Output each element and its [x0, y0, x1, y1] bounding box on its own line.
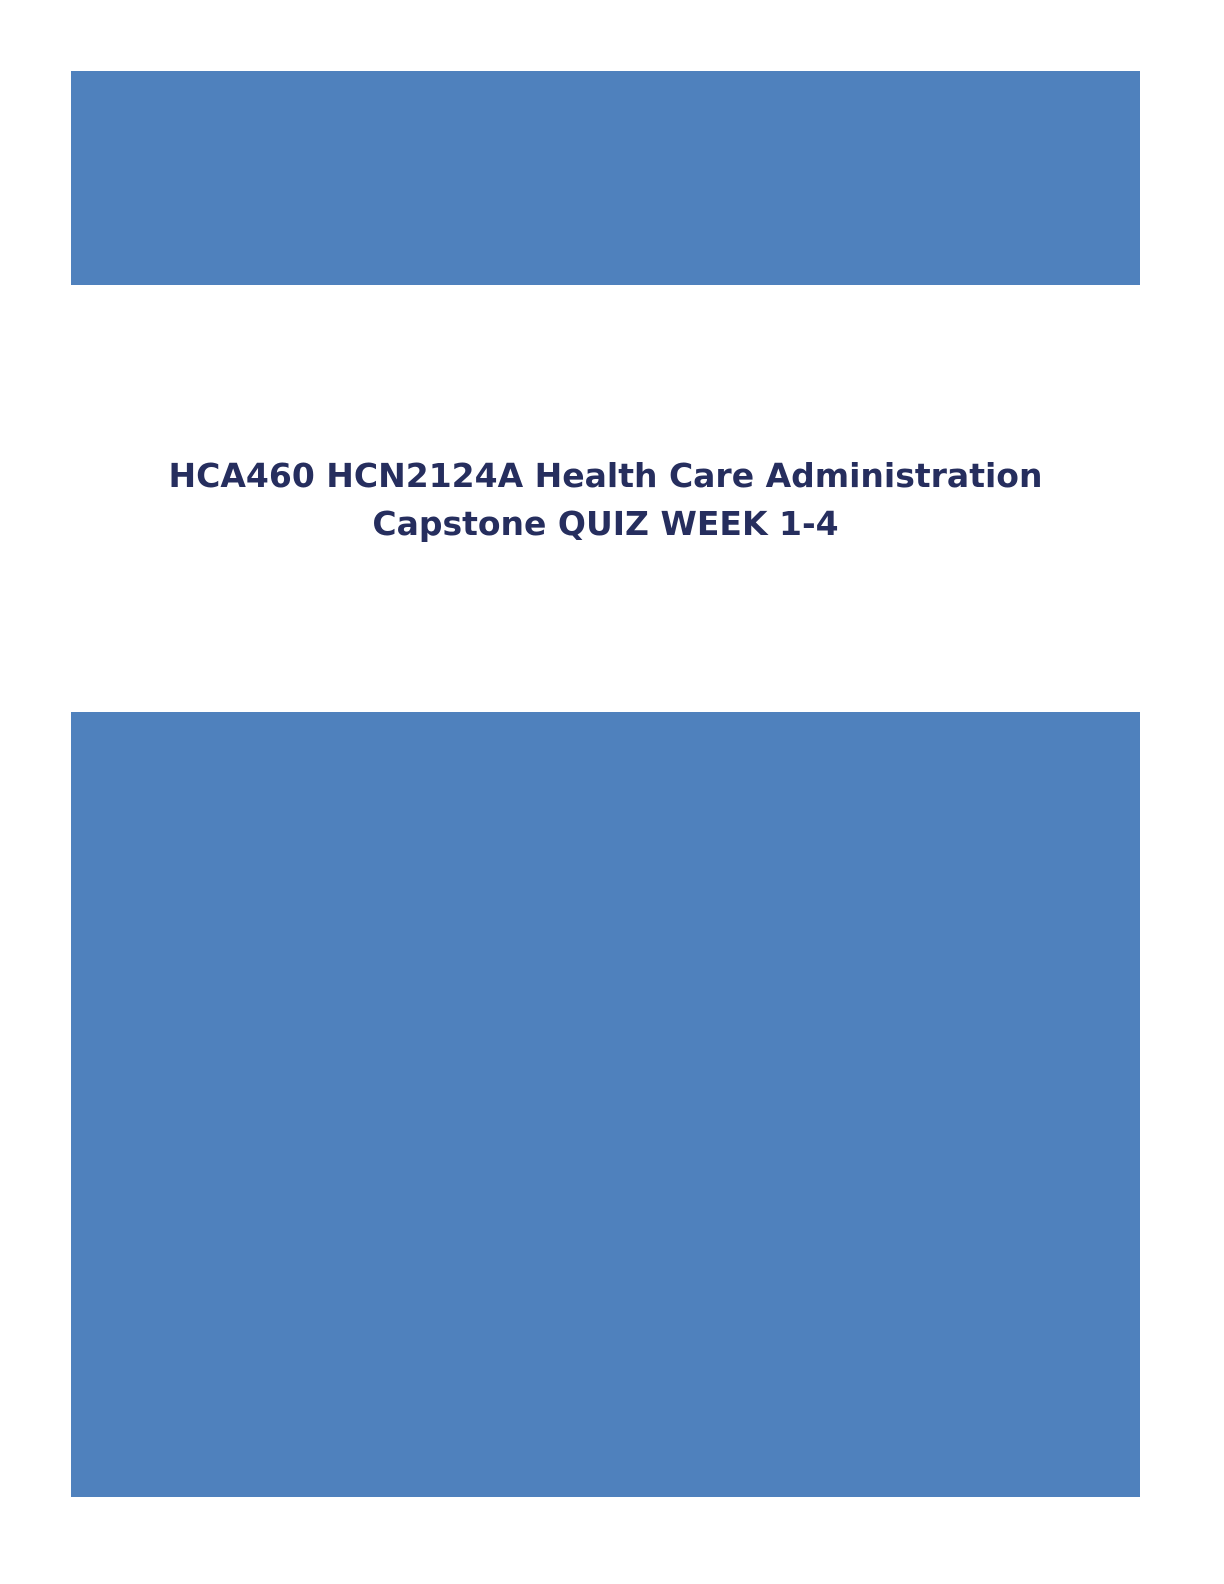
bottom-color-band [71, 712, 1140, 1497]
title-line-1: HCA460 HCN2124A Health Care Administration [168, 456, 1043, 495]
top-color-band [71, 71, 1140, 285]
document-title [71, 452, 1140, 548]
title-line-2: Capstone QUIZ WEEK 1-4 [372, 504, 839, 543]
